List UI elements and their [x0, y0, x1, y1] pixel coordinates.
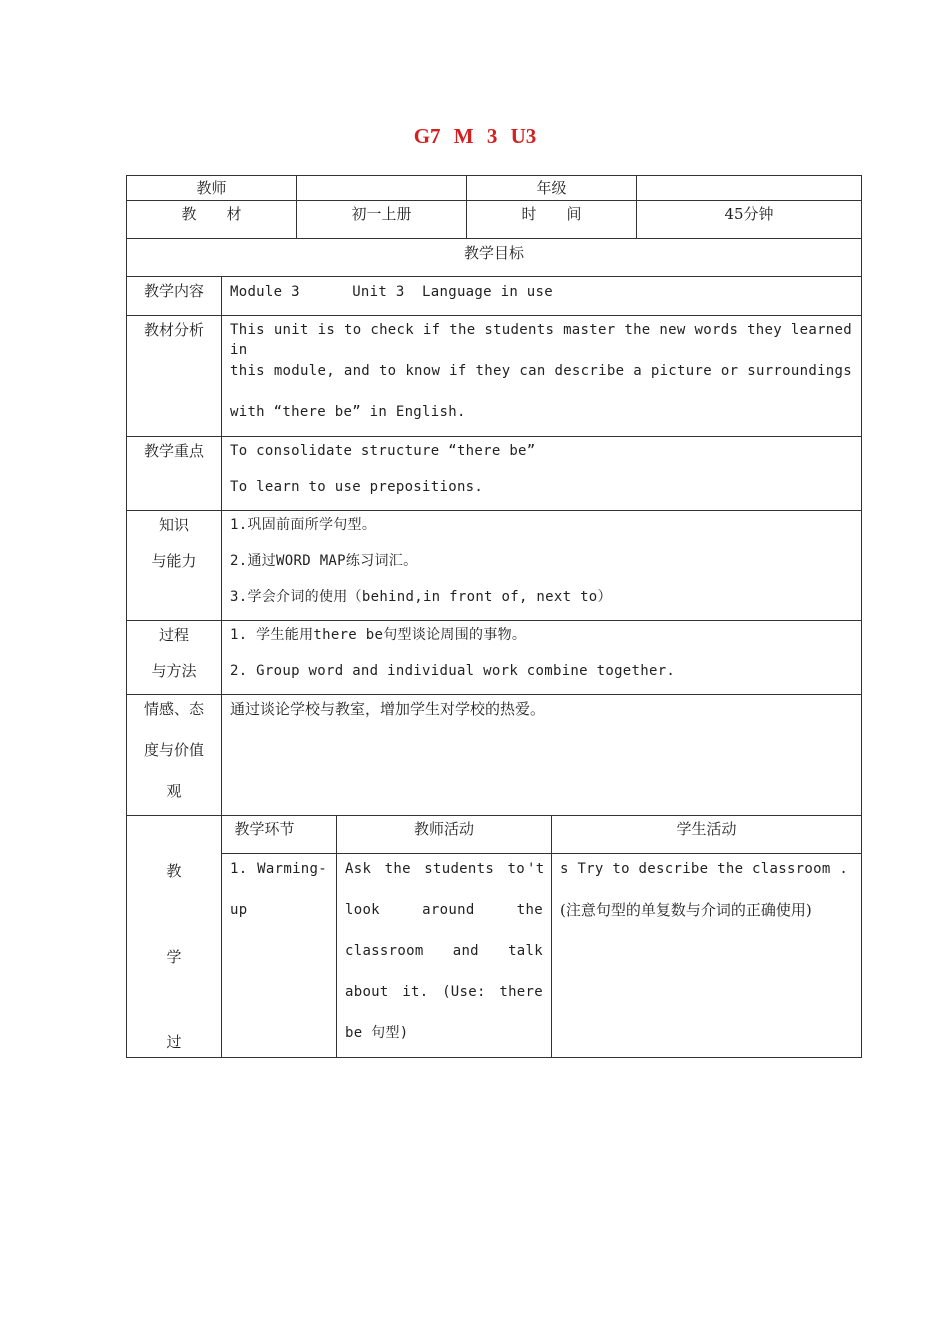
student-activity-line: s Try to describe the classroom .: [560, 861, 849, 877]
table-rule: [126, 815, 862, 816]
table-rule: [221, 276, 222, 1058]
knowledge-line: 1.巩固前面所学句型。: [230, 517, 377, 533]
table-rule: [126, 238, 862, 239]
material-value: 初一上册: [351, 205, 412, 223]
teacher-activity-line: look around the: [345, 902, 543, 918]
stage-line: up: [230, 902, 248, 918]
objectives-heading: 教学目标: [463, 244, 524, 262]
table-rule: [126, 315, 862, 316]
table-border-left: [126, 175, 127, 1058]
time-label: 时 间: [521, 205, 582, 223]
column-header-teacher: 教师活动: [413, 820, 474, 838]
table-border-top: [126, 175, 862, 176]
teacher-label: 教师: [196, 179, 227, 197]
table-rule: [126, 694, 862, 695]
key-points-line: To consolidate structure “there be”: [230, 443, 536, 459]
key-points-line: To learn to use prepositions.: [230, 479, 484, 495]
table-rule: [551, 815, 552, 1058]
student-activity-line: (注意句型的单复数与介词的正确使用): [560, 901, 812, 919]
table-rule: [126, 200, 862, 201]
table-border-right: [861, 175, 862, 1058]
procedure-label: 教: [166, 862, 182, 880]
grade-label: 年级: [536, 179, 567, 197]
emotion-label: 观: [166, 782, 182, 800]
analysis-line: this module, and to know if they can describe a picture or surroundings: [230, 363, 852, 379]
content-value: Module 3 Unit 3 Language in use: [230, 284, 553, 300]
table-rule: [126, 436, 862, 437]
column-header-student: 学生活动: [676, 820, 737, 838]
analysis-line: This unit is to check if the students master the new words they learned in: [230, 322, 852, 358]
analysis-label: 教材分析: [143, 321, 204, 339]
knowledge-line: 3.学会介词的使用（behind,in front of, next to）: [230, 589, 612, 605]
table-rule: [126, 620, 862, 621]
process-label: 与方法: [151, 662, 197, 680]
stage-line: 1. Warming-: [230, 861, 327, 877]
content-label: 教学内容: [143, 282, 204, 300]
knowledge-label: 与能力: [151, 552, 197, 570]
time-value: 45分钟: [724, 205, 774, 223]
table-rule: [126, 510, 862, 511]
emotion-value: 通过谈论学校与教室，增加学生对学校的热爱。: [230, 700, 546, 718]
table-rule: [126, 276, 862, 277]
table-rule: [221, 853, 862, 854]
overlap-mark: 't: [527, 861, 545, 877]
table-border-bottom: [126, 1057, 862, 1058]
procedure-label: 过: [166, 1033, 182, 1051]
teacher-activity-line: be 句型): [345, 1025, 409, 1041]
knowledge-label: 知识: [158, 516, 189, 534]
process-line: 2. Group word and individual work combine together.: [230, 663, 676, 679]
process-line: 1. 学生能用there be句型谈论周围的事物。: [230, 627, 527, 643]
analysis-line: with “there be” in English.: [230, 404, 466, 420]
procedure-label: 学: [166, 948, 182, 966]
teacher-activity-line: classroom and talk: [345, 943, 543, 959]
key-points-label: 教学重点: [143, 442, 204, 460]
knowledge-line: 2.通过WORD MAP练习词汇。: [230, 553, 418, 569]
column-header-stage: 教学环节: [234, 820, 295, 838]
emotion-label: 度与价值: [143, 741, 204, 759]
material-label: 教 材: [181, 205, 242, 223]
page-title: G7 M 3 U3: [413, 124, 537, 148]
emotion-label: 情感、态: [143, 700, 204, 718]
teacher-activity-line: Ask the students to: [345, 861, 525, 877]
table-rule: [336, 815, 337, 1058]
teacher-activity-line: about it. (Use: there: [345, 984, 543, 1000]
process-label: 过程: [158, 626, 189, 644]
